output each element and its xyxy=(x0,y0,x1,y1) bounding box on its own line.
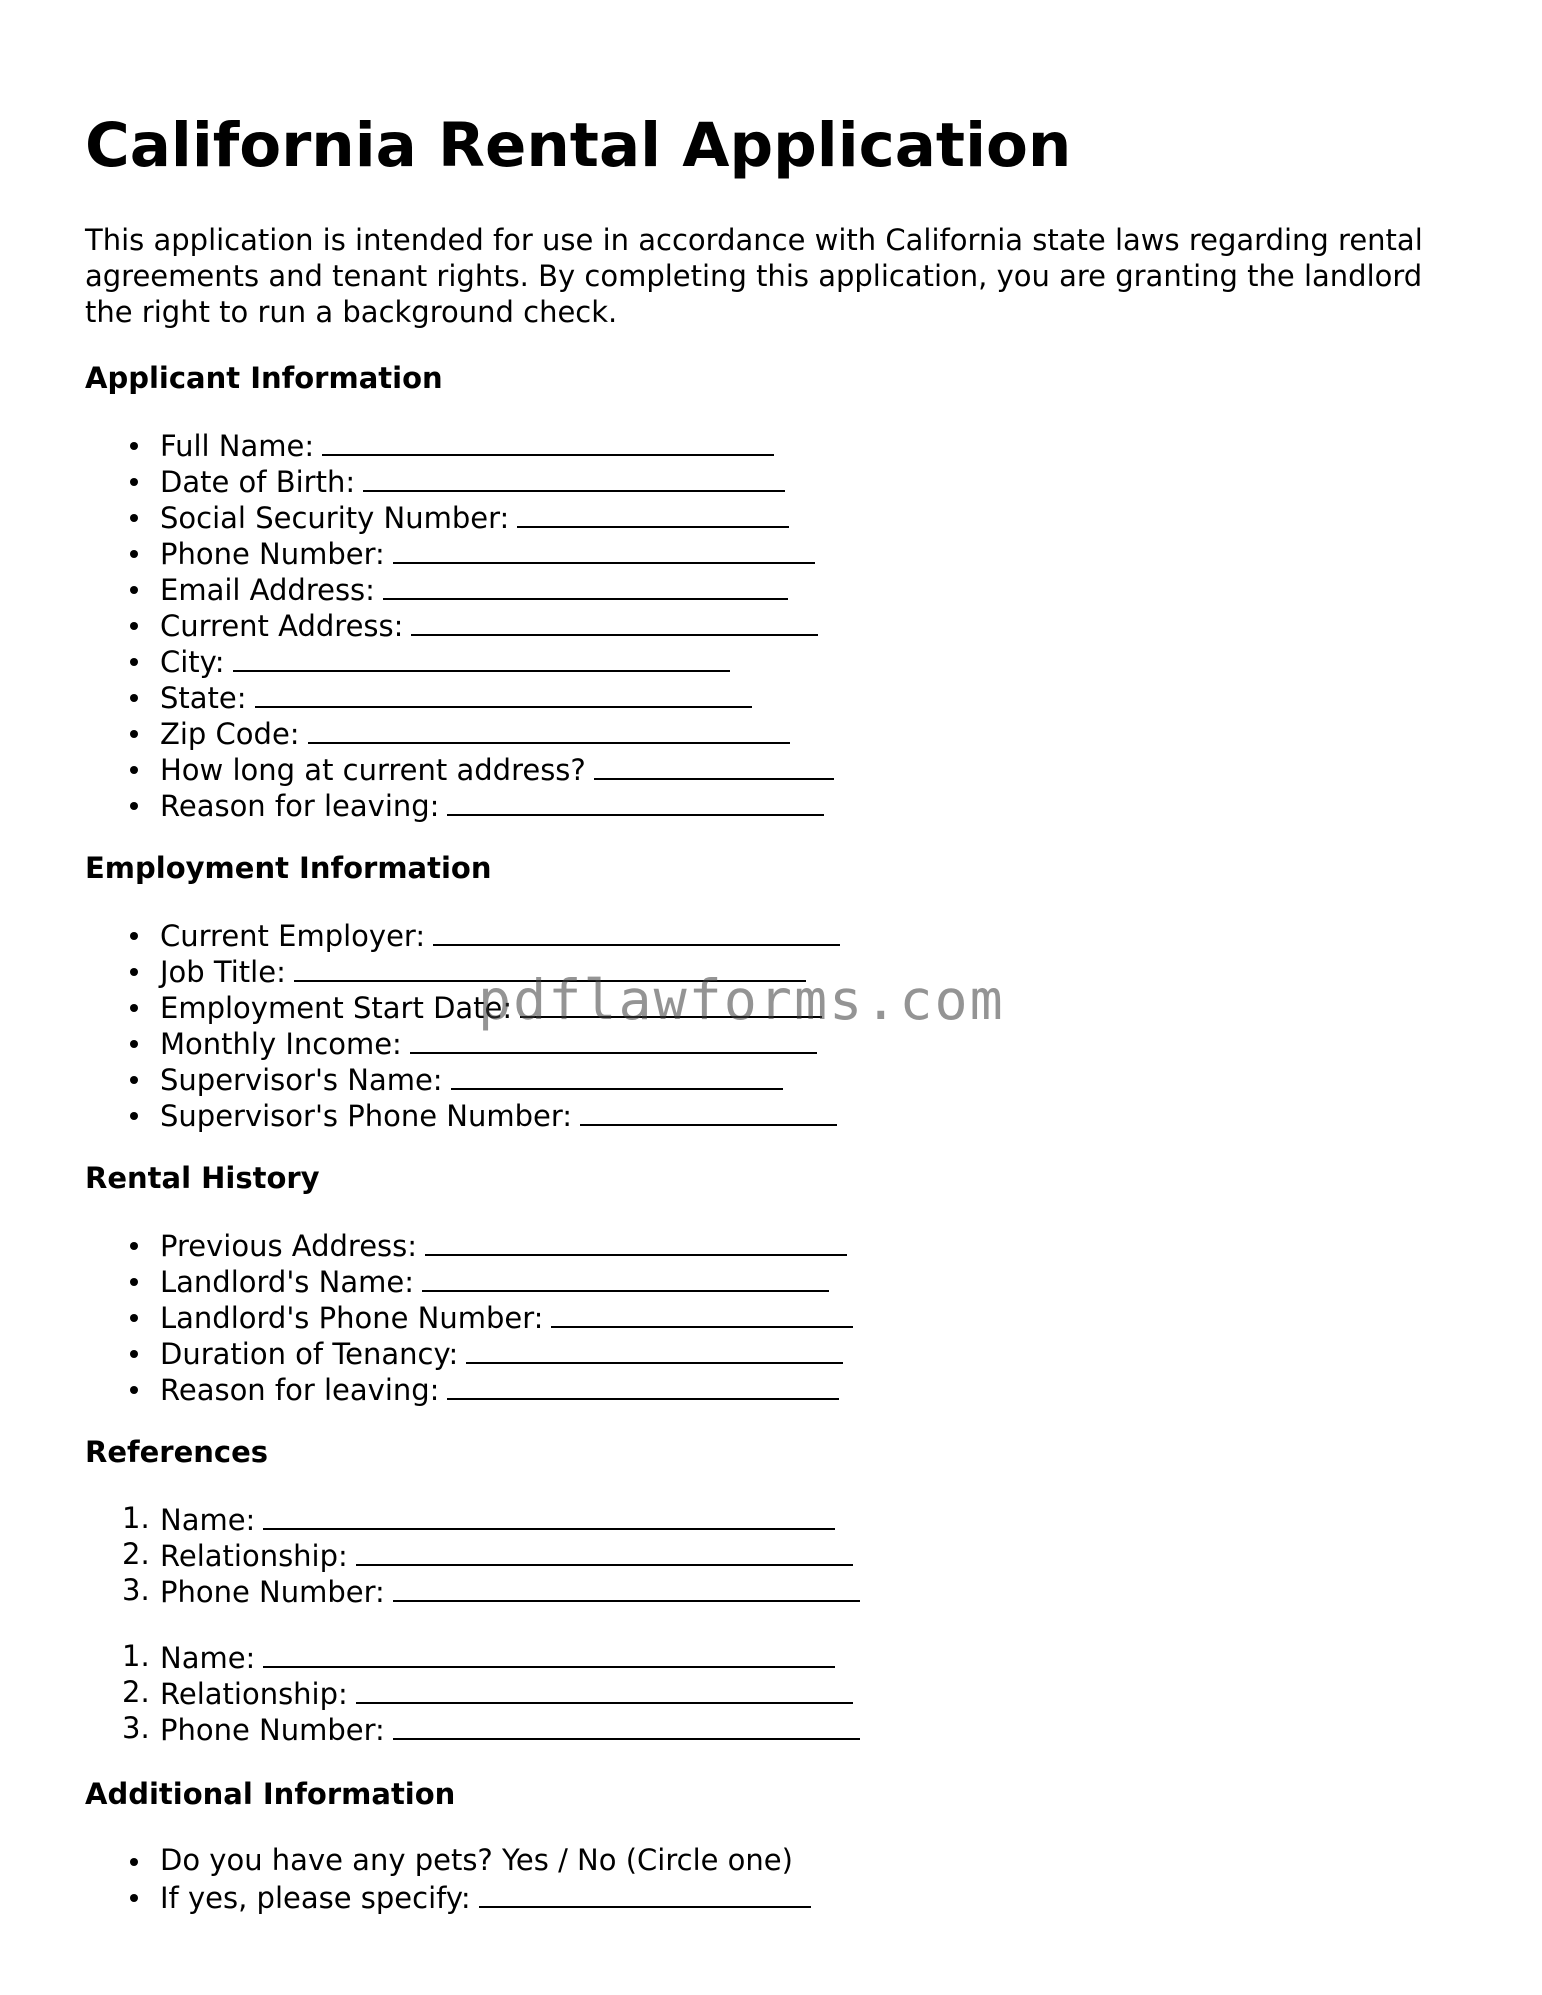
list-item: Phone Number: xyxy=(85,534,834,570)
list-item: 1. Name: xyxy=(85,1500,860,1536)
watermark: pdflawforms.com xyxy=(478,968,1005,1032)
fill-line xyxy=(363,462,785,492)
page-title: California Rental Application xyxy=(85,110,1072,181)
fill-line xyxy=(580,1096,837,1126)
list-item: Date of Birth: xyxy=(85,462,834,498)
references-heading: References xyxy=(85,1435,269,1469)
fill-line xyxy=(517,498,789,528)
list-item: 1. Name: xyxy=(85,1638,860,1674)
fill-line xyxy=(294,952,806,982)
fill-line xyxy=(451,1060,783,1090)
fill-line xyxy=(393,534,815,564)
fill-line xyxy=(433,916,840,946)
references-list-2 xyxy=(85,1638,860,1746)
list-item: How long at current address? xyxy=(85,750,834,786)
list-item: Social Security Number: xyxy=(85,498,834,534)
list-item: Job Title: xyxy=(85,952,840,988)
fill-line xyxy=(466,1334,843,1364)
list-item: Full Name: xyxy=(85,426,834,462)
fill-line xyxy=(322,426,774,456)
intro-paragraph: This application is intended for use in accordance with California state laws regarding rental agreements and tenant rights. By completing this application, you are granting the landlord the right to run a background check. xyxy=(85,223,1423,329)
fill-line xyxy=(233,642,730,672)
list-item: Current Address: xyxy=(85,606,834,642)
employment-list xyxy=(85,916,840,1132)
list-item: Current Employer: xyxy=(85,916,840,952)
list-item: Employment Start Date: xyxy=(85,988,840,1024)
rental-history-heading: Rental History xyxy=(85,1161,320,1195)
fill-line xyxy=(422,1262,829,1292)
list-item: Monthly Income: xyxy=(85,1024,840,1060)
fill-line xyxy=(255,678,752,708)
fill-line xyxy=(393,1572,860,1602)
list-item: Landlord's Phone Number: xyxy=(85,1298,853,1334)
fill-line xyxy=(447,786,824,816)
fill-line xyxy=(263,1638,835,1668)
fill-line xyxy=(551,1298,853,1328)
list-item: Supervisor's Phone Number: xyxy=(85,1096,840,1132)
list-item: City: xyxy=(85,642,834,678)
list-item: 3. Phone Number: xyxy=(85,1710,860,1746)
fill-line xyxy=(356,1674,853,1704)
rental-history-list xyxy=(85,1226,853,1406)
fill-line xyxy=(479,1878,811,1908)
list-item: State: xyxy=(85,678,834,714)
list-item: Do you have any pets? Yes / No (Circle one) xyxy=(85,1842,811,1878)
fill-line xyxy=(447,1370,839,1400)
applicant-heading: Applicant Information xyxy=(85,361,443,395)
fill-line xyxy=(594,750,834,780)
fill-line xyxy=(356,1536,853,1566)
fill-line xyxy=(425,1226,847,1256)
list-item: Email Address: xyxy=(85,570,834,606)
list-item: 3. Phone Number: xyxy=(85,1572,860,1608)
list-item: Reason for leaving: xyxy=(85,786,834,822)
applicant-list xyxy=(85,426,834,822)
list-item: Previous Address: xyxy=(85,1226,853,1262)
list-item: Landlord's Name: xyxy=(85,1262,853,1298)
additional-list xyxy=(85,1842,811,1914)
fill-line xyxy=(410,1024,817,1054)
list-item: 2. Relationship: xyxy=(85,1536,860,1572)
fill-line xyxy=(308,714,790,744)
fill-line xyxy=(383,570,788,600)
references-list-1 xyxy=(85,1500,860,1608)
list-item: If yes, please specify: xyxy=(85,1878,811,1914)
list-item: Supervisor's Name: xyxy=(85,1060,840,1096)
fill-line xyxy=(263,1500,835,1530)
list-item: Reason for leaving: xyxy=(85,1370,853,1406)
employment-heading: Employment Information xyxy=(85,851,492,885)
list-item: Duration of Tenancy: xyxy=(85,1334,853,1370)
fill-line xyxy=(393,1710,860,1740)
list-item: Zip Code: xyxy=(85,714,834,750)
additional-heading: Additional Information xyxy=(85,1777,456,1811)
list-item: 2. Relationship: xyxy=(85,1674,860,1710)
fill-line xyxy=(411,606,818,636)
fill-line xyxy=(520,988,822,1018)
